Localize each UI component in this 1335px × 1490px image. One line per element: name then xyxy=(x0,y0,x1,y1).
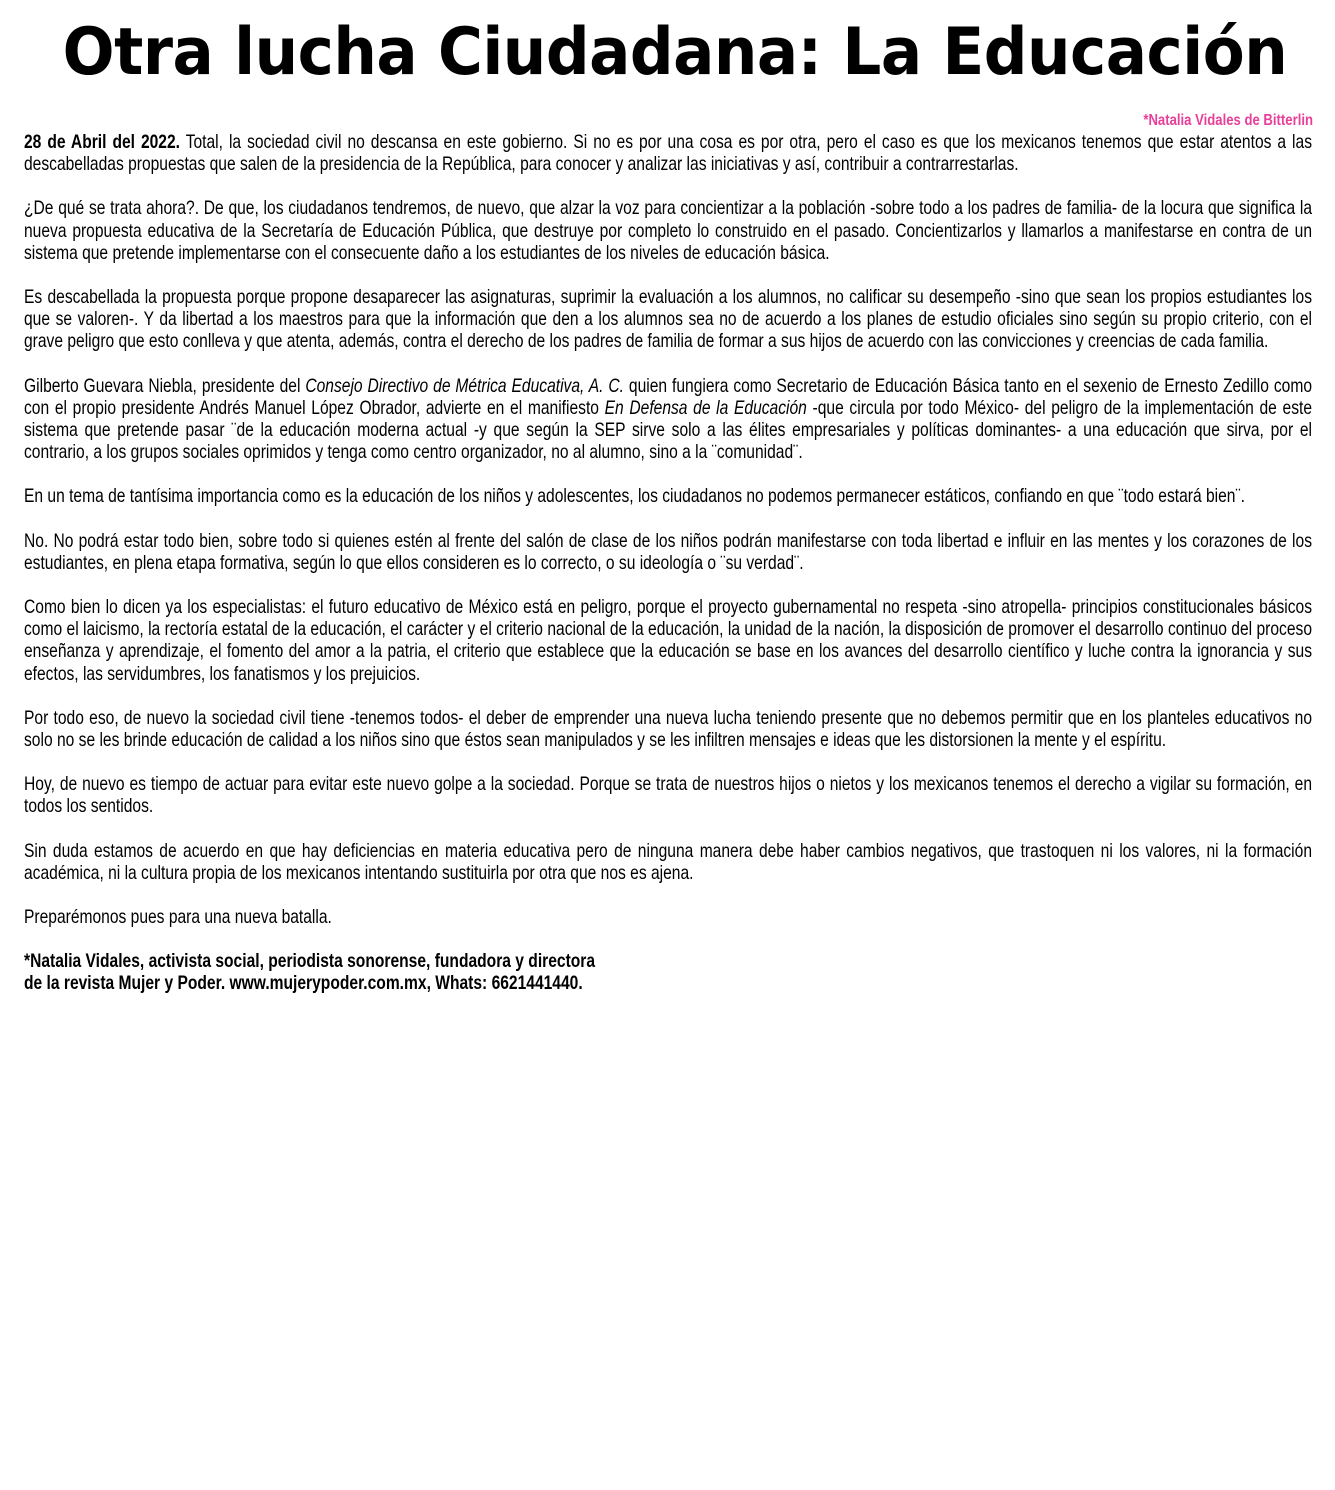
article-body xyxy=(24,131,1312,995)
article-byline: *Natalia Vidales de Bitterlin xyxy=(1143,112,1313,129)
paragraph-1 xyxy=(24,131,1312,175)
paragraph-4-part-b: quien fungiera como Secretario de Educación Básica tanto en el sexenio de Ernesto Zedillo como con el propio presidente Andrés Manuel López Obrador, advierte en el manifiesto xyxy=(24,374,1312,419)
paragraph-10: Sin duda estamos de acuerdo en que hay deficiencias en materia educativa pero de ninguna manera debe haber cambios negativos, que trastoquen ni los valores, ni la formación académica, ni la cultura propia de los mexicanos intentando sustituirla por otra que nos es ajena. xyxy=(24,839,1312,884)
paragraph-2: ¿De qué se trata ahora?. De que, los ciudadanos tendremos, de nuevo, que alzar la voz para concientizar a la población -sobre todo a los padres de familia- de la locura que significa la nueva propuesta educativa de la Secretaría de Educación Pública, que destruye por completo lo construido en el pasado. Concientizarlos y llamarlos a manifestarse en contra de un sistema que pretende implementarse con el consecuente daño a los estudiantes de los niveles de educación básica. xyxy=(24,197,1312,264)
signature-line-2: de la revista Mujer y Poder. www.mujerypoder.com.mx, Whats: 6621441440. xyxy=(24,972,583,995)
article-title: Otra lucha Ciudadana: La Educación xyxy=(62,15,1288,90)
paragraph-8: Por todo eso, de nuevo la sociedad civil tiene -tenemos todos- el deber de emprender una nueva lucha teniendo presente que no debemos permitir que en los planteles educativos no solo no se les brinde educación de calidad a los niños sino que éstos sean manipulados y se les infiltren mensajes e ideas que les distorsionen la mente y el espíritu. xyxy=(24,706,1312,752)
paragraph-4 xyxy=(24,375,1312,464)
paragraph-7: Como bien lo dicen ya los especialistas: el futuro educativo de México está en peligro, porque el proyecto gubernamental no respeta -sino atropella- principios constitucionales básicos como el laicismo, la rectoría estatal de la educación, el carácter y el criterio nacional de la educación, la unidad de la nación, la disposición de promover el desarrollo continuo del proceso enseñanza y aprendizaje, el fomento del amor a la patria, el criterio que establece que la educación se base en los avances del desarrollo científico y luche contra la ignorancia y sus efectos, las servidumbres, los fanatismos y los prejuicios. xyxy=(24,596,1312,685)
paragraph-4-part-c: -que circula por todo México- del peligro de la implementación de este sistema que pretende pasar ¨de la educación moderna actual -y que según la SEP sirve solo a las élites empresariales y políticas dominantes- a una educación que sirva, por el contrario, a los grupos sociales oprimidos y tenga como centro organizador, no al alumno, sino a la ¨comunidad¨. xyxy=(24,396,1313,464)
paragraph-5: En un tema de tantísima importancia como es la educación de los niños y adolescentes, los ciudadanos no podemos permanecer estáticos, confiando en que ¨todo estará bien¨. xyxy=(24,485,1245,508)
paragraph-1-text: Total, la sociedad civil no descansa en este gobierno. Si no es por una cosa es por otra, pero el caso es que los mexicanos tenemos que estar atentos a las descabelladas propuestas que salen de la presidencia de la República, para conocer y analizar las iniciativas y así, contribuir a contrarrestarlas. xyxy=(24,131,1312,176)
paragraph-11: Preparémonos pues para una nueva batalla. xyxy=(24,906,332,929)
manifesto-title: En Defensa de la Educación xyxy=(604,396,807,419)
article-date: 28 de Abril del 2022. xyxy=(24,131,180,153)
paragraph-6: No. No podrá estar todo bien, sobre todo si quienes estén al frente del salón de clase de los niños podrán manifestarse con toda libertad e influir en las mentes y los corazones de los estudiantes, en plena etapa formativa, según lo que ellos consideren es lo correcto, o su ideología o ¨su verdad¨. xyxy=(24,529,1312,574)
signature-line-1: *Natalia Vidales, activista social, periodista sonorense, fundadora y directora xyxy=(24,950,596,973)
paragraph-9: Hoy, de nuevo es tiempo de actuar para evitar este nuevo golpe a la sociedad. Porque se trata de nuestros hijos o nietos y los mexicanos tenemos el derecho a vigilar su formación, en todos los sentidos. xyxy=(24,773,1312,818)
paragraph-4-part-a: Gilberto Guevara Niebla, presidente del xyxy=(24,374,306,397)
author-signature xyxy=(24,950,1312,994)
organization-name: Consejo Directivo de Métrica Educativa, A. C. xyxy=(305,374,624,397)
paragraph-3: Es descabellada la propuesta porque propone desaparecer las asignaturas, suprimir la evaluación a los alumnos, no calificar su desempeño -sino que sean los propios estudiantes los que se valoren-. Y da libertad a los maestros para que la información que den a los alumnos sea no de acuerdo a los planes de estudio oficiales sino según su propio criterio, con el grave peligro que esto conlleva y que atenta, además, contra el derecho de los padres de familia de formar a sus hijos de acuerdo con las convicciones y creencias de cada familia. xyxy=(24,286,1312,353)
